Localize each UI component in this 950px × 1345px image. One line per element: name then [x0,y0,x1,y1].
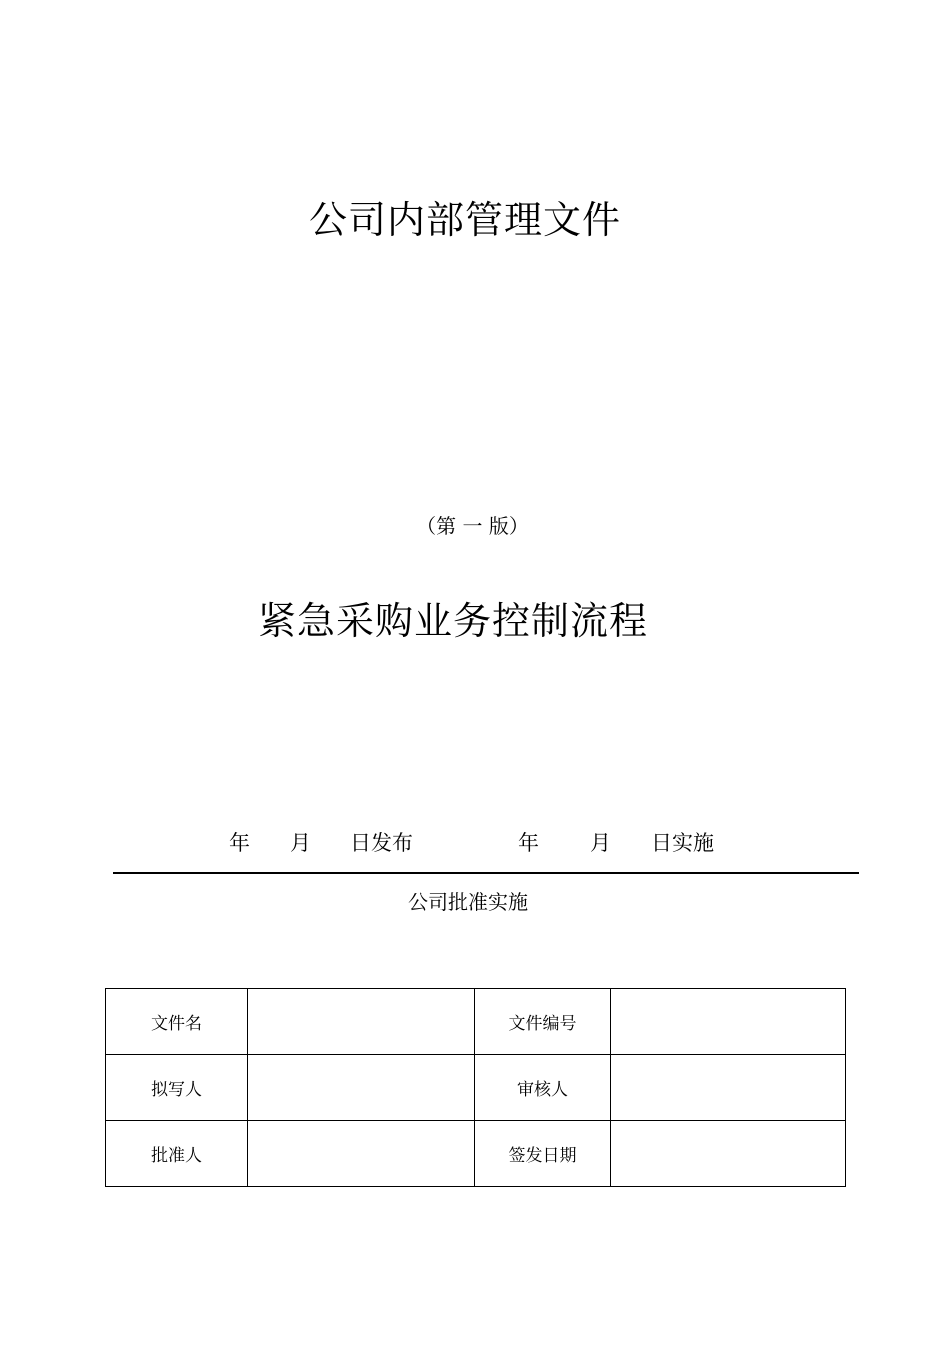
issue-date-label: 签发日期 [475,1121,611,1187]
file-number-value [611,989,846,1055]
document-info-table [105,988,846,1187]
drafter-label: 拟写人 [106,1055,248,1121]
effective-day-label: 日实施 [651,831,714,855]
table-row [106,1055,846,1121]
file-number-label: 文件编号 [475,989,611,1055]
approval-line: 公司批准实施 [408,890,528,914]
publish-day-label: 日发布 [350,831,413,855]
table-row [106,989,846,1055]
publish-year-label: 年 [229,831,250,855]
publish-month-label: 月 [290,831,311,855]
issue-date-value [611,1121,846,1187]
date-row [0,829,950,857]
file-name-value [248,989,475,1055]
approver-label: 批准人 [106,1121,248,1187]
effective-year-label: 年 [518,831,539,855]
document-title: 紧急采购业务控制流程 [257,599,648,643]
effective-month-label: 月 [590,831,611,855]
approver-value [248,1121,475,1187]
horizontal-rule [113,872,859,874]
edition-label: （第 一 版） [416,514,529,538]
company-title: 公司内部管理文件 [308,198,621,242]
drafter-value [248,1055,475,1121]
file-name-label: 文件名 [106,989,248,1055]
table-row [106,1121,846,1187]
reviewer-value [611,1055,846,1121]
reviewer-label: 审核人 [475,1055,611,1121]
